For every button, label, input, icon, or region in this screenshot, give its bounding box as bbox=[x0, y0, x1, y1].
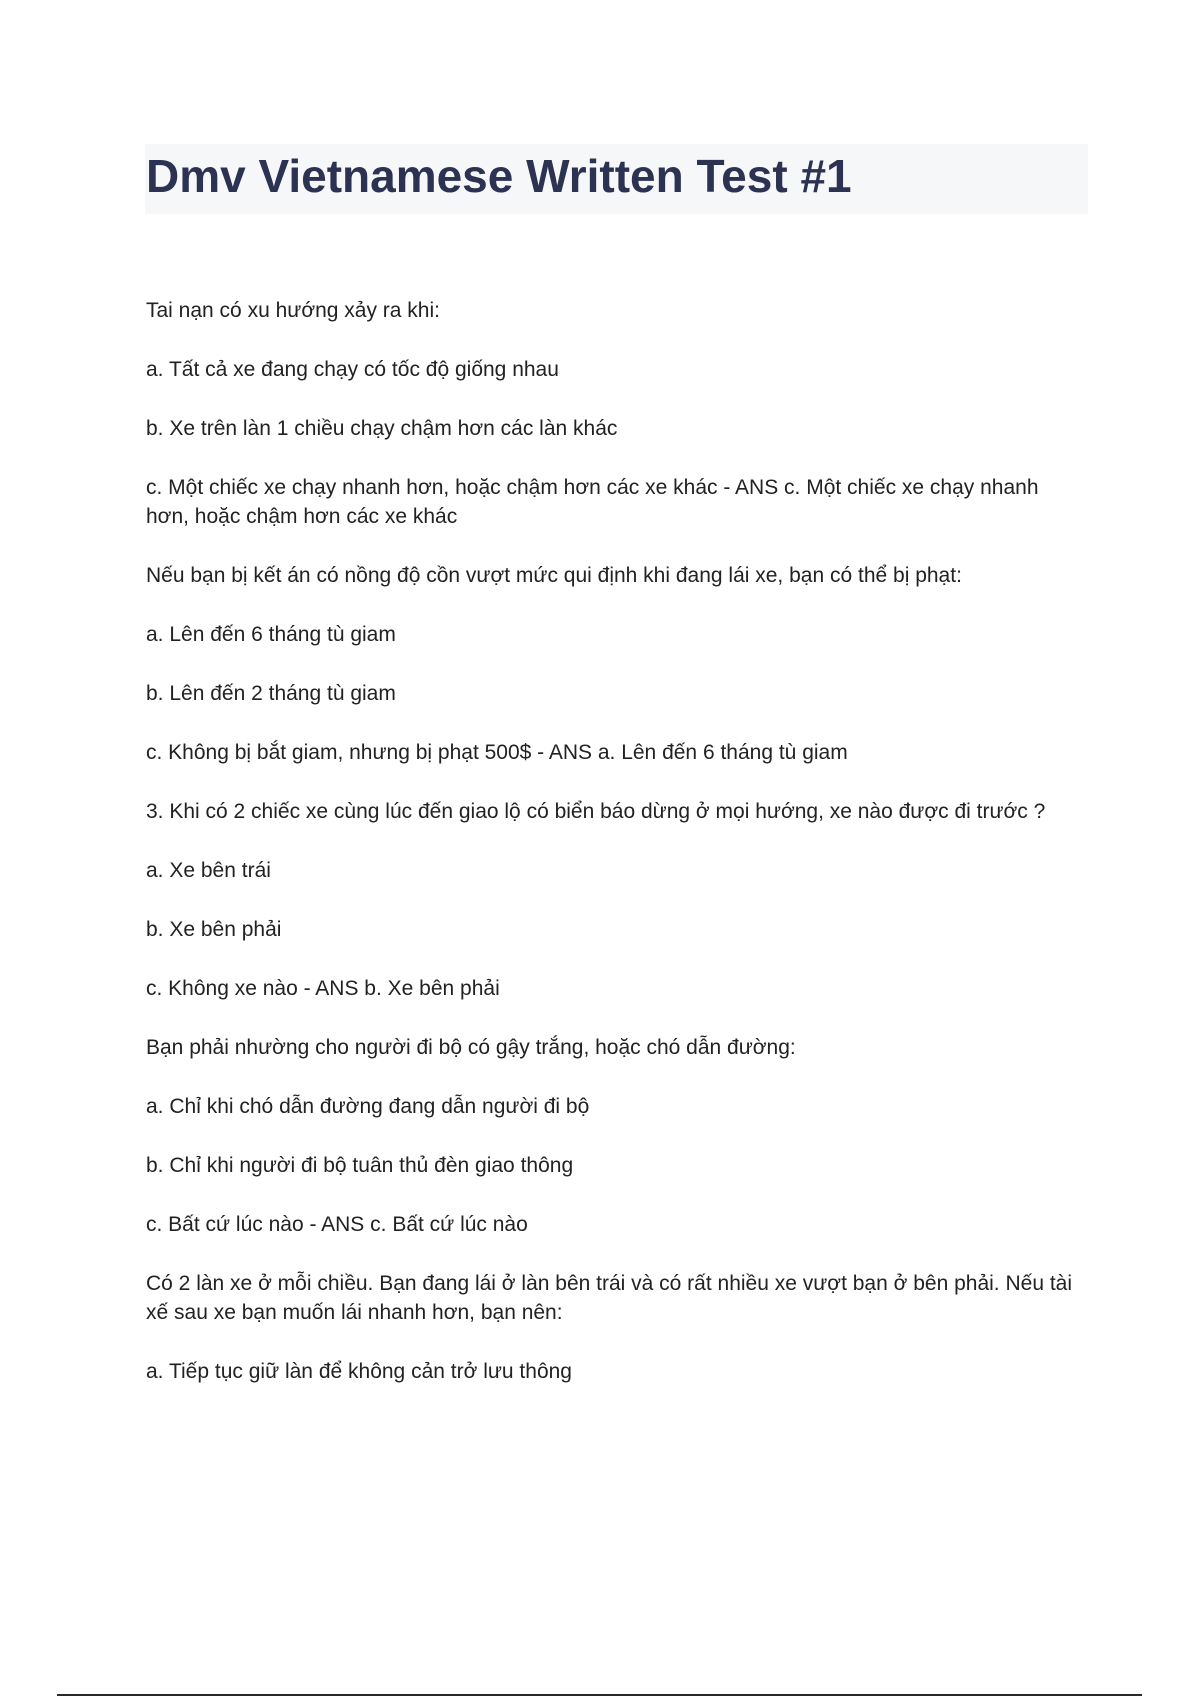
question-3-prompt: 3. Khi có 2 chiếc xe cùng lúc đến giao lộ có biển báo dừng ở mọi hướng, xe nào được đi trước ? bbox=[146, 800, 1046, 823]
question-3-option-a: a. Xe bên trái bbox=[146, 859, 271, 882]
question-1-option-b: b. Xe trên làn 1 chiều chạy chậm hơn các làn khác bbox=[146, 417, 618, 440]
question-3-option-b: b. Xe bên phải bbox=[146, 918, 282, 941]
question-2-option-b: b. Lên đến 2 tháng tù giam bbox=[146, 682, 396, 705]
question-4-option-c-answer: c. Bất cứ lúc nào - ANS c. Bất cứ lúc nào bbox=[146, 1213, 528, 1236]
question-2-option-c-answer: c. Không bị bắt giam, nhưng bị phạt 500$ - ANS a. Lên đến 6 tháng tù giam bbox=[146, 741, 848, 764]
question-3-option-c-answer: c. Không xe nào - ANS b. Xe bên phải bbox=[146, 977, 500, 1000]
question-4-prompt: Bạn phải nhường cho người đi bộ có gậy trắng, hoặc chó dẫn đường: bbox=[146, 1036, 796, 1059]
question-1-option-a: a. Tất cả xe đang chạy có tốc độ giống nhau bbox=[146, 358, 559, 381]
document-title: Dmv Vietnamese Written Test #1 bbox=[146, 150, 852, 202]
question-2-prompt: Nếu bạn bị kết án có nồng độ cồn vượt mức qui định khi đang lái xe, bạn có thể bị phạt: bbox=[146, 564, 962, 587]
question-5-option-a: a. Tiếp tục giữ làn để không cản trở lưu thông bbox=[146, 1360, 572, 1383]
question-4-option-a: a. Chỉ khi chó dẫn đường đang dẫn người đi bộ bbox=[146, 1095, 590, 1118]
question-1-prompt: Tai nạn có xu hướng xảy ra khi: bbox=[146, 299, 440, 322]
question-5-prompt: Có 2 làn xe ở mỗi chiều. Bạn đang lái ở làn bên trái và có rất nhiều xe vượt bạn ở bên phải. Nếu tài xế sau xe bạn muốn lái nhanh hơn, bạn nên: bbox=[146, 1272, 1073, 1324]
question-4-option-b: b. Chỉ khi người đi bộ tuân thủ đèn giao thông bbox=[146, 1154, 574, 1177]
question-1-option-c-answer: c. Một chiếc xe chạy nhanh hơn, hoặc chậm hơn các xe khác - ANS c. Một chiếc xe chạy nhanh hơn, hoặc chậm hơn các xe khác bbox=[146, 476, 1039, 528]
document-body bbox=[146, 296, 1081, 1416]
footer-divider bbox=[57, 1694, 1142, 1696]
question-2-option-a: a. Lên đến 6 tháng tù giam bbox=[146, 623, 396, 646]
